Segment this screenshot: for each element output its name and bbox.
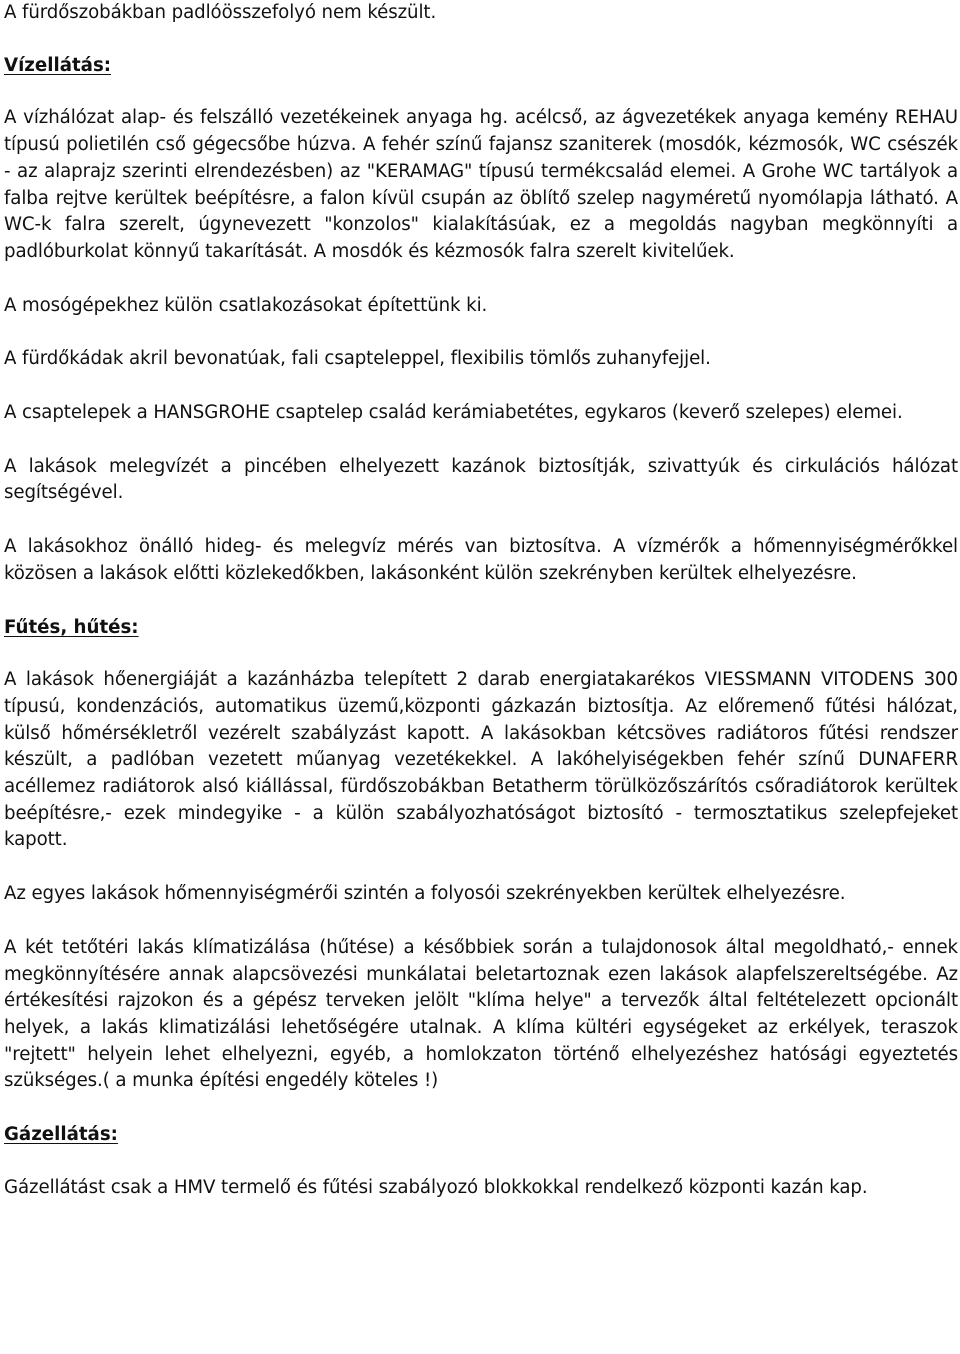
paragraph-heat-meters: Az egyes lakások hőmennyiségmérői szintén a folyosói szekrényekben kerültek elhelyezésre. [4, 883, 846, 905]
paragraph-faucets: A csaptelepek a HANSGROHE csaptelep család kerámiabetétes, egykaros (keverő szelepes) elemei. [4, 402, 903, 424]
paragraph-water-network: A vízhálózat alap- és felszálló vezetékeinek anyaga hg. acélcső, az ágvezetékek anyaga kemény REHAU típusú polietilén cső gégecsőbe húzva. A fehér színű fajansz szaniterek (mosdók, kézmosók, WC csészék - az alaprajz szerinti elrendezésben) az "KERAMAG" típusú termékcsalád elemei. A Grohe WC tartályok a falba rejtve kerültek beépítésre, a falon kívül csupán az öblítő szelep nagyméretű nyomólapja látható. A WC-k falra szerelt, úgynevezett "konzolos" kialakításúak, ez a megoldás nagyban megkönnyíti a padlóburkolat könnyű takarítását. A mosdók és kézmosók falra szerelt kivitelűek. [4, 107, 958, 262]
paragraph-air-conditioning: A két tetőtéri lakás klímatizálása (hűtése) a későbbiek során a tulajdonosok által megoldható,- ennek megkönnyítésére annak alapcsövezési munkálatai beletartoznak ezen lakások alapfelszereltségébe. Az értékesítési rajzokon és a gépész terveken jelölt "klíma helye" a tervezők által feltételezett opcionált helyek, a lakás klimatizálási lehetőségére utalnak. A klíma kültéri egységeket az erkélyek, teraszok "rejtett" helyein lehet elhelyezni, egyéb, a homlokzaton történő elhelyezéshez hatósági egyeztetés szükséges.( a munka építési engedély köteles !) [4, 936, 958, 1092]
paragraph-bathtubs: A fürdőkádak akril bevonatúak, fali csapteleppel, flexibilis tömlős zuhanyfejjel. [4, 348, 711, 370]
paragraph-floor-drain: A fürdőszobákban padlóösszefolyó nem készült. [4, 2, 437, 23]
paragraph-gas-supply: Gázellátást csak a HMV termelő és fűtési szabályozó blokkokkal rendelkező központi kazán kap. [4, 1176, 868, 1198]
paragraph-metering: A lakásokhoz önálló hideg- és melegvíz mérés van biztosítva. A vízmérők a hőmennyiségmérőkkel közösen a lakások előtti közlekedőkben, lakásonként külön szekrényben kerültek elhelyezésre. [4, 536, 958, 584]
heading-water-supply: Vízellátás: [4, 54, 112, 76]
document-page [4, 0, 958, 1202]
heading-heating-cooling: Fűtés, hűtés: [4, 616, 139, 638]
paragraph-washing-machines: A mosógépekhez külön csatlakozásokat építettünk ki. [4, 294, 488, 316]
paragraph-heating-system: A lakások hőenergiáját a kazánházba telepített 2 darab energiatakarékos VIESSMANN VITODENS 300 típusú, kondenzációs, automatikus üzemű,központi gázkazán biztosítja. Az előremenő fűtési hálózat, külső hőmérsékletről vezérelt szabályzást kapott. A lakásokban kétcsöves radiátoros fűtési rendszer készült, a padlóban vezetett műanyag vezetékekkel. A lakóhelyiségekben fehér színű DUNAFERR acéllemez radiátorok alsó kiállással, fürdőszobákban Betatherm törülközőszárítós csőradiátorok kerültek beépítésre,- ezek mindegyike - a külön szabályozhatóságot biztosító - termosztatikus szelepfejeket kapott. [4, 669, 958, 851]
heading-gas-supply: Gázellátás: [4, 1124, 118, 1146]
paragraph-hot-water: A lakások melegvízét a pincében elhelyezett kazánok biztosítják, szivattyúk és cirkulációs hálózat segítségével. [4, 455, 958, 504]
